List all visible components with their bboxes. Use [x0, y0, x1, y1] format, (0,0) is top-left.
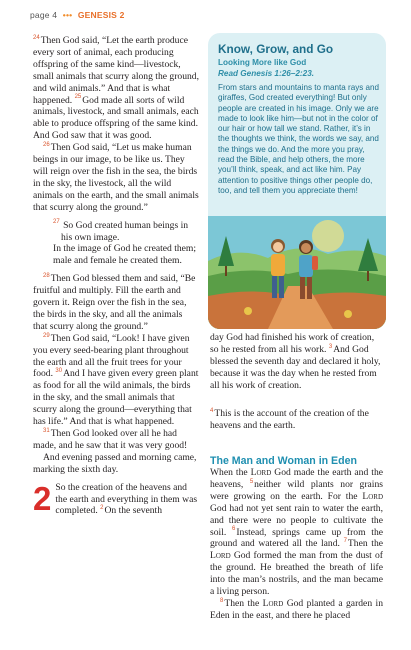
- paragraph-v4: [210, 408, 383, 432]
- page-number: page 4: [30, 10, 58, 20]
- verse-text: God formed the man from the dust of the ground. He breathed the breath of life into the man’s nostrils, and the man became a living person.: [210, 550, 383, 598]
- paragraph-seventh-day: [210, 332, 383, 392]
- paragraph-v26: [33, 142, 199, 213]
- verse-text: Then God said, “Let us make human beings in our image, to be like us. They will reign over the fish in the sea, the birds in the sky, the livestock, all the wild animals on the earth, and the small animals that scurry along the ground.”: [33, 142, 199, 213]
- verse-text: neither wild plants nor grains were growing on the earth. For the: [210, 478, 384, 502]
- verse-number: 4: [210, 407, 214, 414]
- verse-number: 25: [74, 94, 82, 101]
- account-paragraph: [210, 408, 383, 432]
- paragraph-eden-2: [210, 598, 383, 622]
- section-heading: The Man and Woman in Eden: [210, 455, 357, 467]
- sidebar-body: From stars and mountains to manta rays and giraffes, God created everything! But only people are created in his image. Only we are made to look like him—but not in the color of our hair or how tall we stand. Rather, it’s in the thoughts we think, the words we say, and the things we do. And the more you pray, read the Bible, and help others, the more you’ll think, speak, and act like him. Pay attention to positive things other people do, too, and tell them you appreciate them!: [218, 83, 380, 195]
- lord-small-caps: Lord: [210, 550, 231, 562]
- poem-line: [43, 220, 199, 244]
- lord-small-caps: Lord: [362, 490, 383, 502]
- header-dots: •••: [62, 10, 73, 20]
- chapter-number: 2: [33, 479, 52, 517]
- verse-number: 5: [249, 478, 254, 485]
- poetry-block: [33, 220, 199, 268]
- lord-small-caps: Lord: [262, 597, 284, 609]
- verse-text: God made the earth and the heavens,: [210, 467, 383, 490]
- verse-text: Then God looked over all he had made, and he saw that it was very good!: [33, 428, 188, 451]
- verse-number: 8: [220, 597, 224, 604]
- verse-number: 2: [100, 505, 104, 512]
- verse-text: Then the: [224, 597, 263, 609]
- lord-small-caps: Lord: [250, 467, 272, 478]
- verse-text: And I have given every green plant as food for all the wild animals, the birds in the sky, and the small animals that scurry along the ground—everything that has life.” And that is what happened.: [33, 368, 199, 428]
- verse-text: So the creation of the heavens and the earth and everything in them was completed.: [55, 481, 198, 517]
- paragraph-v28: [33, 273, 199, 333]
- verse-text: And God blessed the seventh day and declared it holy, because it was the day when he rested from all his work of creation.: [210, 343, 381, 391]
- paragraph-v31: [33, 428, 199, 452]
- verse-text: God planted a garden in Eden in the east, and there he placed: [210, 597, 384, 621]
- verse-text: day God had finished his work of creation, so he rested from all his work.: [210, 332, 375, 355]
- paragraph-chapter-2: [33, 479, 199, 518]
- verse-number: 30: [55, 368, 63, 375]
- verse-number: 24: [33, 34, 40, 41]
- verse-text: God made all sorts of wild animals, livestock, and small animals, each able to produce offspring of the same kind. And God saw that it was good.: [33, 94, 199, 142]
- sidebar-title: Know, Grow, and Go: [218, 42, 334, 56]
- verse-text: Then God said, “Let the earth produce every sort of animal, each producing offspring of the same kind—livestock, small animals that scurry along the ground, and wild animals.” And that is what happened.: [33, 35, 199, 106]
- verse-text: Instead, springs came up from the ground and watered all the land.: [210, 526, 383, 550]
- verse-number: 26: [43, 141, 50, 148]
- verse-number: 28: [43, 273, 50, 280]
- verse-text: On the seventh: [104, 505, 163, 517]
- right-column-continuation: [210, 332, 383, 392]
- running-header: [30, 10, 125, 20]
- verse-text: This is the account of the creation of the heavens and the earth.: [210, 408, 369, 431]
- left-column: [33, 35, 199, 517]
- paragraph-v29: [33, 333, 199, 428]
- verse-number: 7: [343, 538, 347, 545]
- book-title: GENESIS 2: [77, 10, 125, 20]
- verse-number: 6: [232, 526, 236, 533]
- poem-line: male and female he created them.: [53, 255, 182, 267]
- paragraph-evening: And evening passed and morning came, marking the sixth day.: [33, 451, 197, 475]
- paragraph-eden-1: [210, 467, 383, 598]
- poem-text: So God created human beings in his own image.: [61, 219, 189, 243]
- sidebar-know-grow-go: [208, 33, 386, 329]
- poem-line: In the image of God he created them;: [53, 243, 197, 255]
- verse-number: 29: [43, 332, 50, 339]
- verse-number: 3: [328, 343, 333, 350]
- sidebar-reference: Read Genesis 1:26–2:23.: [218, 69, 315, 78]
- verse-number: 27: [53, 219, 60, 226]
- verse-text: When the: [210, 467, 251, 478]
- verse-text: God had not yet sent rain to water the earth, and there were no people to cultivate the soil.: [210, 502, 383, 538]
- verse-number: 31: [43, 427, 50, 434]
- eden-section: [210, 467, 383, 622]
- verse-text: Then God said, “Look! I have given you every seed-bearing plant throughout the earth and all the fruit trees for your food.: [33, 332, 190, 380]
- verse-text: Then the: [347, 538, 383, 550]
- paragraph-v24: [33, 35, 199, 142]
- verse-text: Then God blessed them and said, “Be fruitful and multiply. Fill the earth and govern it. Reign over the fish in the sea, the birds in the sky, and all the animals that scurry along the ground.”: [33, 273, 196, 332]
- sidebar-subtitle: Looking More like God: [218, 58, 307, 67]
- kids-hiking-illustration: [208, 216, 386, 329]
